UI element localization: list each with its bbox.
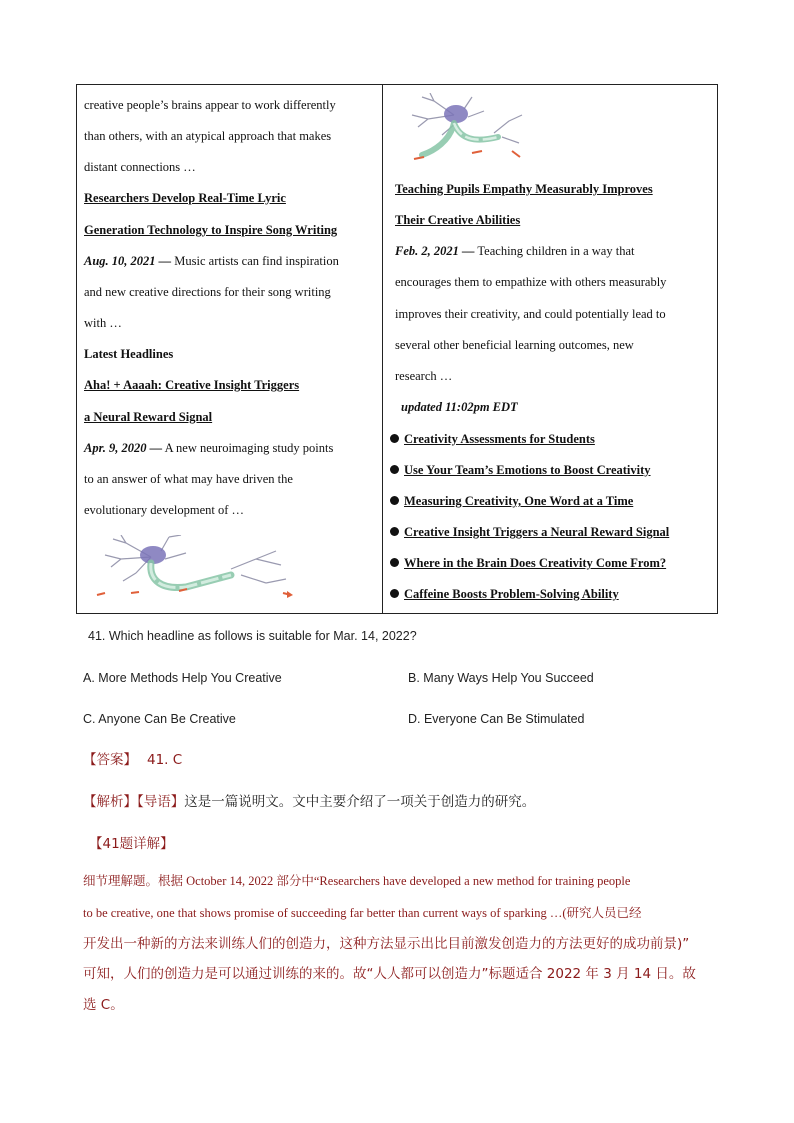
bullet-icon <box>390 558 399 567</box>
article2-summary: evolutionary development of … <box>84 503 245 517</box>
analysis-line <box>83 793 535 811</box>
article1-title-link[interactable]: Generation Technology to Inspire Song Writing <box>84 223 338 237</box>
option-c: C. Anyone Can Be Creative <box>83 712 236 726</box>
headline-list-item <box>390 524 669 540</box>
analysis-text: 这是一篇说明文。文中主要介绍了一项关于创造力的研究。 <box>184 794 536 810</box>
headline-list-item <box>390 493 633 509</box>
right-article-summary: research … <box>395 369 453 383</box>
right-column <box>382 85 717 613</box>
headline-link[interactable]: Measuring Creativity, One Word at a Time <box>404 494 634 508</box>
updated-timestamp: updated 11:02pm EDT <box>401 400 518 414</box>
right-article-summary: improves their creativity, and could potentially lead to <box>395 307 666 321</box>
detail-text-line: 选 C。 <box>83 997 124 1013</box>
right-article-date: Feb. 2, 2021 — <box>395 244 475 258</box>
option-d: D. Everyone Can Be Stimulated <box>408 712 585 726</box>
right-article-summary: encourages them to empathize with others measurably <box>395 275 667 289</box>
headline-list-item <box>390 586 619 602</box>
neuron-illustration-icon <box>394 93 524 165</box>
detail-text-line: to be creative, one that shows promise of succeeding far better than current ways of sparking …(研究人员已经 <box>83 906 642 920</box>
article1-summary: with … <box>84 316 122 330</box>
article-table <box>76 84 718 614</box>
bullet-icon <box>390 465 399 474</box>
headline-link[interactable]: Where in the Brain Does Creativity Come From? <box>404 556 667 570</box>
latest-headlines-heading: Latest Headlines <box>84 347 174 361</box>
headline-list-item <box>390 555 666 571</box>
right-article-title-link[interactable]: Their Creative Abilities <box>395 213 521 227</box>
bullet-icon <box>390 434 399 443</box>
bullet-icon <box>390 589 399 598</box>
detail-text-line: 可知，人们的创造力是可以通过训练的来的。故“人人都可以创造力”标题适合 2022 年 3 月 14 日。故 <box>83 966 696 982</box>
right-article-summary: several other beneficial learning outcomes, new <box>395 338 634 352</box>
analysis-label: 【解析】【导语】 <box>83 794 185 810</box>
right-article-summary: Feb. 2, 2021 — Teaching children in a way that <box>395 244 635 258</box>
article1-summary: Aug. 10, 2021 — Music artists can find inspiration <box>84 254 339 268</box>
intro-line: than others, with an atypical approach that makes <box>84 129 332 143</box>
article1-summary: and new creative directions for their song writing <box>84 285 331 299</box>
detail-label: 【41题详解】 <box>89 836 174 852</box>
article2-date: Apr. 9, 2020 — <box>84 441 163 455</box>
detail-text-line: 开发出一种新的方法来训练人们的创造力，这种方法显示出比目前激发创造力的方法更好的成功前景)” <box>83 936 690 952</box>
headline-link[interactable]: Use Your Team’s Emotions to Boost Creativity <box>404 463 651 477</box>
bullet-icon <box>390 496 399 505</box>
headline-list-item <box>390 431 595 447</box>
intro-line: creative people’s brains appear to work differently <box>84 98 336 112</box>
article2-title-link[interactable]: Aha! + Aaaah: Creative Insight Triggers <box>84 378 300 392</box>
article2-summary: to an answer of what may have driven the <box>84 472 293 486</box>
right-article-title-link[interactable]: Teaching Pupils Empathy Measurably Improves <box>395 182 653 196</box>
headline-list-item <box>390 462 651 478</box>
intro-line: distant connections … <box>84 160 196 174</box>
article2-title-link[interactable]: a Neural Reward Signal <box>84 410 213 424</box>
answer-label: 【答案】 <box>83 752 137 768</box>
article1-title-link[interactable]: Researchers Develop Real-Time Lyric <box>84 191 286 205</box>
headline-link[interactable]: Creativity Assessments for Students <box>404 432 595 446</box>
bullet-icon <box>390 527 399 536</box>
headline-link[interactable]: Creative Insight Triggers a Neural Reward Signal <box>404 525 670 539</box>
article1-date: Aug. 10, 2021 — <box>84 254 172 268</box>
option-a: A. More Methods Help You Creative <box>83 671 282 685</box>
neuron-illustration-icon <box>91 535 301 607</box>
detail-text-line: 细节理解题。根据 October 14, 2022 部分中“Researchers have developed a new method for training people <box>83 874 631 888</box>
headline-link[interactable]: Caffeine Boosts Problem-Solving Ability <box>404 587 619 601</box>
answer-value: 41. C <box>147 752 183 768</box>
article2-summary: Apr. 9, 2020 — A new neuroimaging study points <box>84 441 334 455</box>
option-b: B. Many Ways Help You Succeed <box>408 671 594 685</box>
answer-line <box>83 751 182 769</box>
question-stem: 41. Which headline as follows is suitable for Mar. 14, 2022? <box>88 629 417 643</box>
